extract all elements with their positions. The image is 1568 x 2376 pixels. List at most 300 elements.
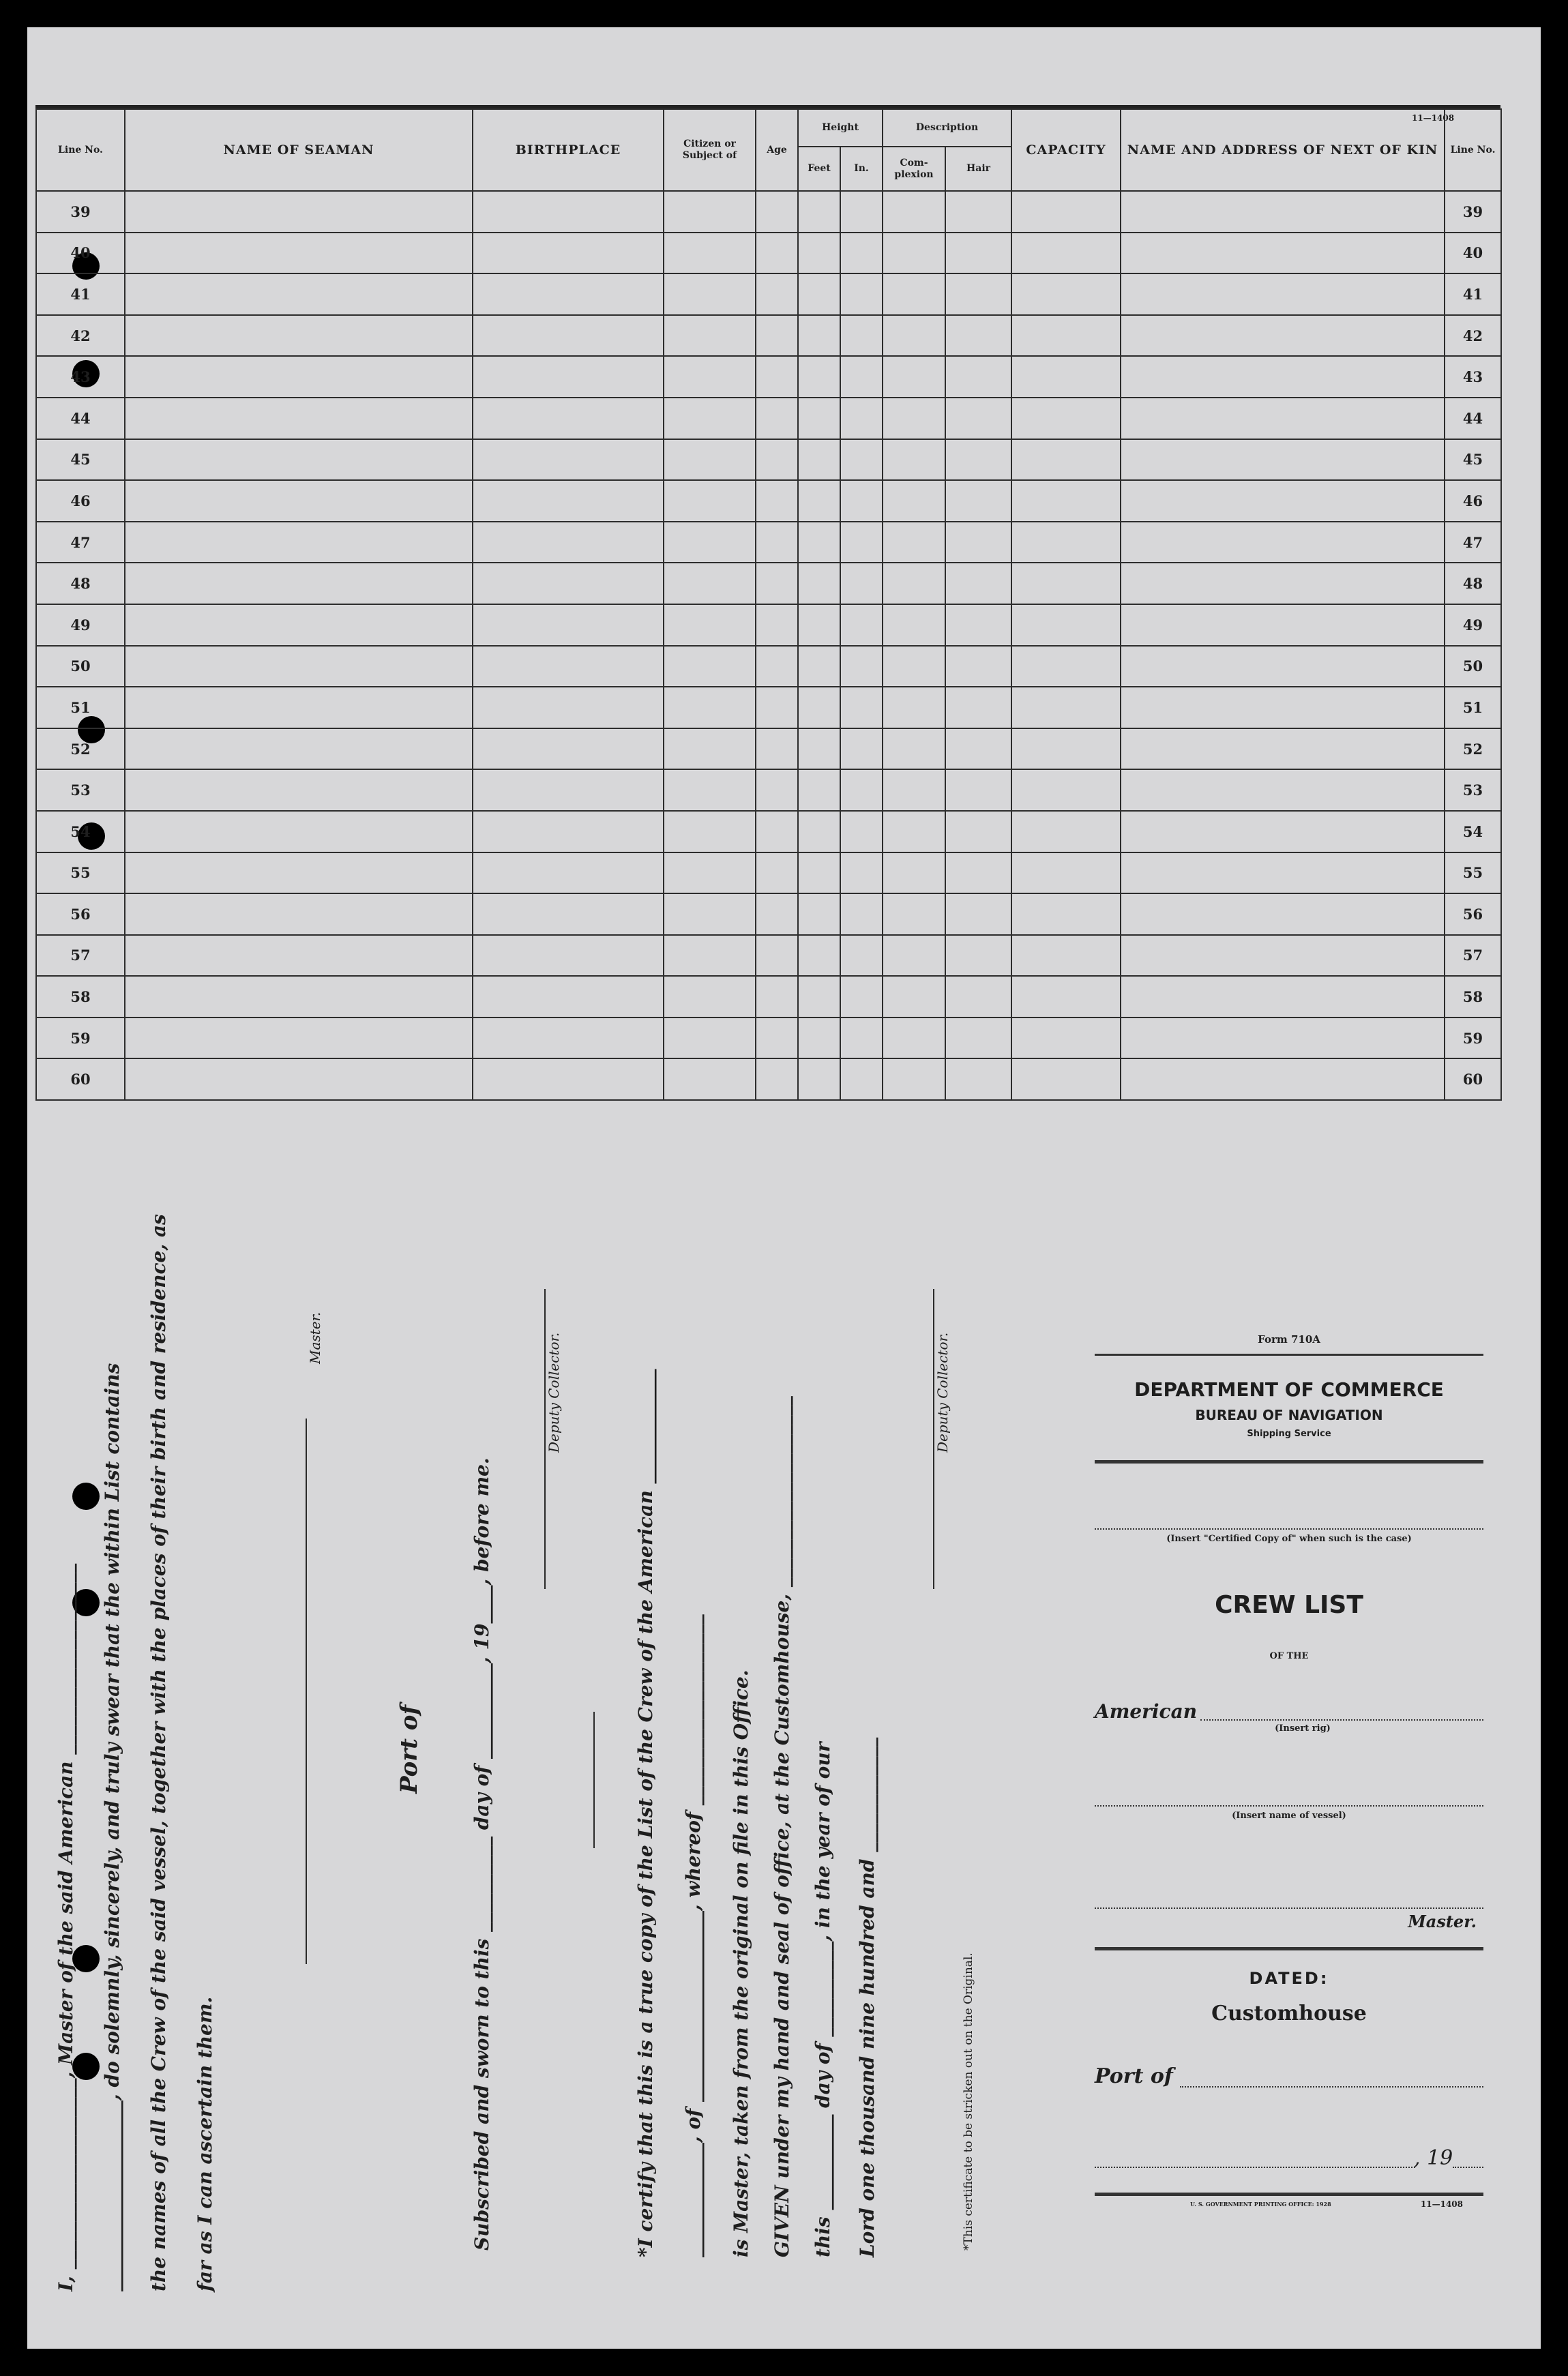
line-number: 48: [36, 563, 125, 604]
line-number: 50: [36, 646, 125, 687]
blank-cell: [125, 356, 473, 398]
blank-cell: [798, 852, 840, 894]
american-label: American: [1095, 1700, 1198, 1723]
blank-cell: [1121, 315, 1445, 357]
blank-cell: [883, 522, 945, 563]
line-number: 53: [36, 769, 125, 811]
blank-cell: [945, 398, 1011, 439]
blank-cell: [883, 811, 945, 852]
header-capacity: CAPACITY: [1011, 109, 1121, 191]
blank-cell: [125, 315, 473, 357]
blank-cell: [1121, 811, 1445, 852]
blank-cell: [125, 522, 473, 563]
header-inches: In.: [840, 147, 883, 191]
header-line-no-right: Line No.: [1445, 109, 1501, 191]
blank-cell: [883, 563, 945, 604]
blank-cell: [473, 728, 664, 770]
blank-cell: [798, 728, 840, 770]
blank-cell: [1011, 439, 1121, 481]
blank-cell: [664, 728, 756, 770]
line-number-right: 58: [1445, 976, 1501, 1018]
cover-rule: [1095, 1460, 1483, 1464]
header-height: Height: [798, 109, 883, 147]
blank-cell: [756, 687, 798, 728]
oath-line-1: I, ____________________, Master of the said American ____________________: [55, 1563, 77, 2291]
blank-cell: [1011, 852, 1121, 894]
of-whereof-line: ____________, of ____________________, whereof ____________________: [682, 1614, 705, 2257]
table-row: [36, 563, 1501, 604]
blank-cell: [664, 646, 756, 687]
blank-cell: [945, 893, 1011, 935]
line-number-right: 41: [1445, 273, 1501, 315]
blank-cell: [756, 439, 798, 481]
blank-cell: [125, 935, 473, 977]
blank-cell: [756, 811, 798, 852]
insert-certified-note: (Insert "Certified Copy of" when such is the case): [1166, 1534, 1412, 1544]
blank-cell: [883, 398, 945, 439]
blank-cell: [756, 563, 798, 604]
given-under-hand-line: GIVEN under my hand and seal of office, at the Customhouse, ____________________: [771, 1396, 793, 2257]
line-number-right: 40: [1445, 233, 1501, 274]
line-number-right: 45: [1445, 439, 1501, 481]
blank-cell: [125, 1018, 473, 1059]
blank-cell: [840, 480, 883, 522]
table-row: [36, 769, 1501, 811]
blank-cell: [945, 935, 1011, 977]
blank-cell: [945, 976, 1011, 1018]
crew-list-title: CREW LIST: [1215, 1591, 1363, 1619]
blank-cell: [664, 893, 756, 935]
blank-cell: [1011, 233, 1121, 274]
blank-cell: [1011, 563, 1121, 604]
blank-cell: [945, 1058, 1011, 1100]
blank-cell: [664, 480, 756, 522]
blank-cell: [1121, 356, 1445, 398]
blank-cell: [125, 852, 473, 894]
table-row: [36, 1058, 1501, 1100]
table-row: [36, 439, 1501, 481]
blank-cell: [125, 233, 473, 274]
blank-cell: [883, 852, 945, 894]
blank-cell: [756, 233, 798, 274]
line-number: 55: [36, 852, 125, 894]
blank-cell: [756, 356, 798, 398]
blank-cell: [798, 976, 840, 1018]
blank-cell: [1121, 522, 1445, 563]
oath-certificate-block: [55, 1214, 1064, 2312]
blank-cell: [840, 893, 883, 935]
blank-cell: [473, 315, 664, 357]
blank-cell: [945, 563, 1011, 604]
header-hair: Hair: [945, 147, 1011, 191]
signature-rule: [933, 1289, 934, 1589]
blank-cell: [883, 893, 945, 935]
blank-cell: [883, 273, 945, 315]
line-number: 52: [36, 728, 125, 770]
blank-cell: [840, 191, 883, 233]
blank-cell: [840, 769, 883, 811]
blank-cell: [840, 439, 883, 481]
blank-cell: [664, 604, 756, 646]
line-number: 47: [36, 522, 125, 563]
vessel-name-line: [1095, 1805, 1483, 1807]
table-row: [36, 935, 1501, 977]
line-number-right: 42: [1445, 315, 1501, 357]
line-number: 49: [36, 604, 125, 646]
blank-cell: [883, 1058, 945, 1100]
insert-rig-note: (Insert rig): [1275, 1723, 1331, 1734]
blank-cell: [664, 563, 756, 604]
form-number: Form 710A: [1258, 1333, 1320, 1346]
blank-cell: [473, 935, 664, 977]
blank-cell: [840, 976, 883, 1018]
certify-line: *I certify that this is a true copy of the List of the Crew of the American ____________: [634, 1369, 657, 2257]
blank-cell: [664, 1018, 756, 1059]
certified-copy-line: [1095, 1528, 1483, 1530]
blank-cell: [756, 976, 798, 1018]
blank-cell: [1121, 604, 1445, 646]
blank-cell: [1121, 480, 1445, 522]
department-title: DEPARTMENT OF COMMERCE: [1134, 1378, 1444, 1401]
blank-cell: [756, 728, 798, 770]
blank-cell: [883, 191, 945, 233]
line-number: 57: [36, 935, 125, 977]
header-age: Age: [756, 109, 798, 191]
blank-cell: [798, 1058, 840, 1100]
cover-form-code: 11—1408: [1420, 2199, 1463, 2209]
blank-cell: [1011, 893, 1121, 935]
blank-cell: [664, 976, 756, 1018]
blank-cell: [945, 852, 1011, 894]
blank-cell: [1011, 273, 1121, 315]
blank-cell: [945, 233, 1011, 274]
line-number-right: 51: [1445, 687, 1501, 728]
line-number-right: 46: [1445, 480, 1501, 522]
blank-cell: [473, 233, 664, 274]
blank-cell: [473, 273, 664, 315]
cover-rule: [1095, 1354, 1483, 1356]
blank-cell: [883, 233, 945, 274]
bureau-title: BUREAU OF NAVIGATION: [1195, 1407, 1383, 1423]
blank-cell: [664, 522, 756, 563]
line-number: 60: [36, 1058, 125, 1100]
blank-cell: [125, 769, 473, 811]
insert-vessel-note: (Insert name of vessel): [1232, 1811, 1346, 1821]
cover-rule: [1095, 1947, 1483, 1950]
blank-cell: [473, 1018, 664, 1059]
table-row: [36, 522, 1501, 563]
table-row: [36, 233, 1501, 274]
blank-cell: [883, 604, 945, 646]
blank-cell: [125, 646, 473, 687]
table-row: [36, 273, 1501, 315]
table-row: [36, 976, 1501, 1018]
dated-label: DATED:: [1249, 1969, 1329, 1988]
blank-cell: [840, 852, 883, 894]
blank-cell: [945, 439, 1011, 481]
blank-cell: [664, 356, 756, 398]
blank-cell: [473, 769, 664, 811]
deputy-collector-label-2: Deputy Collector.: [934, 1332, 951, 1453]
line-number: 42: [36, 315, 125, 357]
blank-cell: [945, 687, 1011, 728]
blank-cell: [756, 935, 798, 977]
customhouse-label: Customhouse: [1211, 2002, 1367, 2025]
oath-line-4: far as I can ascertain them.: [194, 1996, 216, 2291]
line-number: 46: [36, 480, 125, 522]
blank-cell: [1011, 480, 1121, 522]
line-number-right: 53: [1445, 769, 1501, 811]
blank-cell: [1121, 935, 1445, 977]
blank-cell: [945, 356, 1011, 398]
blank-cell: [883, 356, 945, 398]
blank-cell: [798, 563, 840, 604]
header-complexion: Com-plexion: [883, 147, 945, 191]
blank-cell: [125, 893, 473, 935]
blank-cell: [1011, 315, 1121, 357]
blank-cell: [1011, 769, 1121, 811]
year-line: [1453, 2167, 1483, 2168]
blank-cell: [1011, 811, 1121, 852]
blank-cell: [945, 604, 1011, 646]
blank-cell: [945, 480, 1011, 522]
blank-cell: [798, 769, 840, 811]
line-number-right: 60: [1445, 1058, 1501, 1100]
blank-cell: [125, 604, 473, 646]
blank-cell: [1121, 687, 1445, 728]
blank-cell: [1121, 563, 1445, 604]
table-row: [36, 480, 1501, 522]
blank-cell: [125, 273, 473, 315]
service-title: Shipping Service: [1247, 1429, 1331, 1439]
blank-cell: [840, 1018, 883, 1059]
blank-cell: [798, 480, 840, 522]
blank-cell: [1121, 646, 1445, 687]
blank-cell: [798, 191, 840, 233]
line-number: 45: [36, 439, 125, 481]
blank-cell: [125, 728, 473, 770]
blank-cell: [1121, 273, 1445, 315]
blank-cell: [883, 935, 945, 977]
line-number-right: 43: [1445, 356, 1501, 398]
line-number-right: 57: [1445, 935, 1501, 977]
blank-cell: [473, 439, 664, 481]
blank-cell: [798, 356, 840, 398]
date-line: [1095, 2167, 1415, 2168]
blank-cell: [756, 769, 798, 811]
port-line: [1180, 2086, 1483, 2088]
blank-cell: [945, 522, 1011, 563]
table-row: [36, 646, 1501, 687]
blank-cell: [883, 976, 945, 1018]
blank-cell: [473, 687, 664, 728]
blank-cell: [1121, 893, 1445, 935]
blank-cell: [840, 1058, 883, 1100]
table-row: [36, 356, 1501, 398]
blank-cell: [1121, 1058, 1445, 1100]
blank-cell: [798, 646, 840, 687]
port-of-label: Port of: [396, 1704, 423, 1794]
blank-cell: [840, 728, 883, 770]
line-number: 56: [36, 893, 125, 935]
line-number-right: 54: [1445, 811, 1501, 852]
header-name-of-seaman: NAME OF SEAMAN: [125, 109, 473, 191]
table-row: [36, 852, 1501, 894]
subscribed-sworn-line: Subscribed and sworn to this __________ day of __________, 19____, before me.: [471, 1457, 493, 2251]
table-row: [36, 1018, 1501, 1059]
blank-cell: [756, 522, 798, 563]
blank-cell: [798, 893, 840, 935]
blank-cell: [1011, 728, 1121, 770]
blank-cell: [125, 687, 473, 728]
blank-cell: [798, 439, 840, 481]
blank-cell: [664, 191, 756, 233]
master-label: Master.: [1408, 1912, 1477, 1931]
blank-cell: [125, 976, 473, 1018]
blank-cell: [125, 811, 473, 852]
certificate-footnote: *This certificate to be stricken out on the Original.: [962, 1952, 975, 2251]
blank-cell: [798, 398, 840, 439]
blank-cell: [1011, 604, 1121, 646]
line-number-right: 49: [1445, 604, 1501, 646]
blank-cell: [883, 769, 945, 811]
blank-cell: [664, 439, 756, 481]
deputy-collector-label-1: Deputy Collector.: [546, 1332, 562, 1453]
line-number: 54: [36, 811, 125, 852]
line-number: 41: [36, 273, 125, 315]
blank-cell: [473, 480, 664, 522]
blank-cell: [664, 769, 756, 811]
blank-cell: [840, 315, 883, 357]
blank-cell: [883, 315, 945, 357]
blank-cell: [1011, 522, 1121, 563]
oath-line-3: the names of all the Crew of the said vessel, together with the places of their birth and residence, as: [147, 1214, 170, 2291]
blank-cell: [1011, 1018, 1121, 1059]
blank-cell: [664, 273, 756, 315]
blank-cell: [945, 769, 1011, 811]
blank-cell: [883, 728, 945, 770]
blank-cell: [798, 522, 840, 563]
blank-cell: [1121, 852, 1445, 894]
crew-table: [35, 105, 1500, 1142]
blank-cell: [1121, 976, 1445, 1018]
blank-cell: [840, 522, 883, 563]
blank-cell: [1121, 439, 1445, 481]
signature-rule: [593, 1712, 595, 1848]
line-number: 59: [36, 1018, 125, 1059]
table-row: [36, 315, 1501, 357]
blank-cell: [125, 1058, 473, 1100]
blank-cell: [798, 233, 840, 274]
blank-cell: [798, 315, 840, 357]
table-row: [36, 191, 1501, 233]
blank-cell: [840, 604, 883, 646]
blank-cell: [125, 191, 473, 233]
blank-cell: [798, 273, 840, 315]
blank-cell: [840, 687, 883, 728]
blank-cell: [945, 273, 1011, 315]
cover-rule: [1095, 2193, 1483, 2196]
blank-cell: [125, 398, 473, 439]
header-birthplace: BIRTHPLACE: [473, 109, 664, 191]
blank-cell: [756, 191, 798, 233]
table-row: [36, 398, 1501, 439]
blank-cell: [945, 1018, 1011, 1059]
line-number-right: 47: [1445, 522, 1501, 563]
form-code-top: 11—1408: [1412, 113, 1455, 123]
blank-cell: [1011, 687, 1121, 728]
line-number: 44: [36, 398, 125, 439]
line-number-right: 39: [1445, 191, 1501, 233]
table-row: [36, 604, 1501, 646]
blank-cell: [125, 439, 473, 481]
blank-cell: [664, 852, 756, 894]
blank-cell: [473, 893, 664, 935]
blank-cell: [125, 480, 473, 522]
blank-cell: [125, 563, 473, 604]
header-feet: Feet: [798, 147, 840, 191]
blank-cell: [473, 191, 664, 233]
blank-cell: [473, 604, 664, 646]
blank-cell: [664, 687, 756, 728]
header-next-of-kin: NAME AND ADDRESS OF NEXT OF KIN: [1121, 109, 1445, 191]
table-row: [36, 728, 1501, 770]
blank-cell: [1121, 1018, 1445, 1059]
signature-rule: [306, 1419, 307, 1964]
line-number-right: 52: [1445, 728, 1501, 770]
blank-cell: [473, 811, 664, 852]
this-day-line: this __________ day of __________, in the year of our: [812, 1742, 834, 2257]
blank-cell: [756, 852, 798, 894]
blank-cell: [1011, 976, 1121, 1018]
blank-cell: [473, 976, 664, 1018]
blank-cell: [798, 687, 840, 728]
blank-cell: [664, 315, 756, 357]
blank-cell: [473, 522, 664, 563]
line-number: 39: [36, 191, 125, 233]
blank-cell: [840, 563, 883, 604]
blank-cell: [473, 1058, 664, 1100]
blank-cell: [798, 1018, 840, 1059]
blank-cell: [756, 604, 798, 646]
blank-cell: [840, 233, 883, 274]
signature-rule: [544, 1289, 546, 1589]
line-number-right: 55: [1445, 852, 1501, 894]
blank-cell: [1011, 356, 1121, 398]
blank-cell: [473, 563, 664, 604]
blank-cell: [756, 398, 798, 439]
blank-cell: [756, 315, 798, 357]
line-number-right: 48: [1445, 563, 1501, 604]
blank-cell: [473, 852, 664, 894]
port-of-label: Port of: [1095, 2064, 1173, 2088]
table-row: [36, 893, 1501, 935]
line-number: 51: [36, 687, 125, 728]
blank-cell: [1011, 935, 1121, 977]
blank-cell: [756, 646, 798, 687]
blank-cell: [945, 191, 1011, 233]
blank-cell: [840, 273, 883, 315]
blank-cell: [1011, 1058, 1121, 1100]
blank-cell: [664, 233, 756, 274]
printing-office-note: U. S. GOVERNMENT PRINTING OFFICE: 1928: [1190, 2201, 1331, 2208]
blank-cell: [945, 728, 1011, 770]
line-number-right: 44: [1445, 398, 1501, 439]
blank-cell: [840, 356, 883, 398]
blank-cell: [664, 398, 756, 439]
blank-cell: [756, 480, 798, 522]
blank-cell: [798, 811, 840, 852]
